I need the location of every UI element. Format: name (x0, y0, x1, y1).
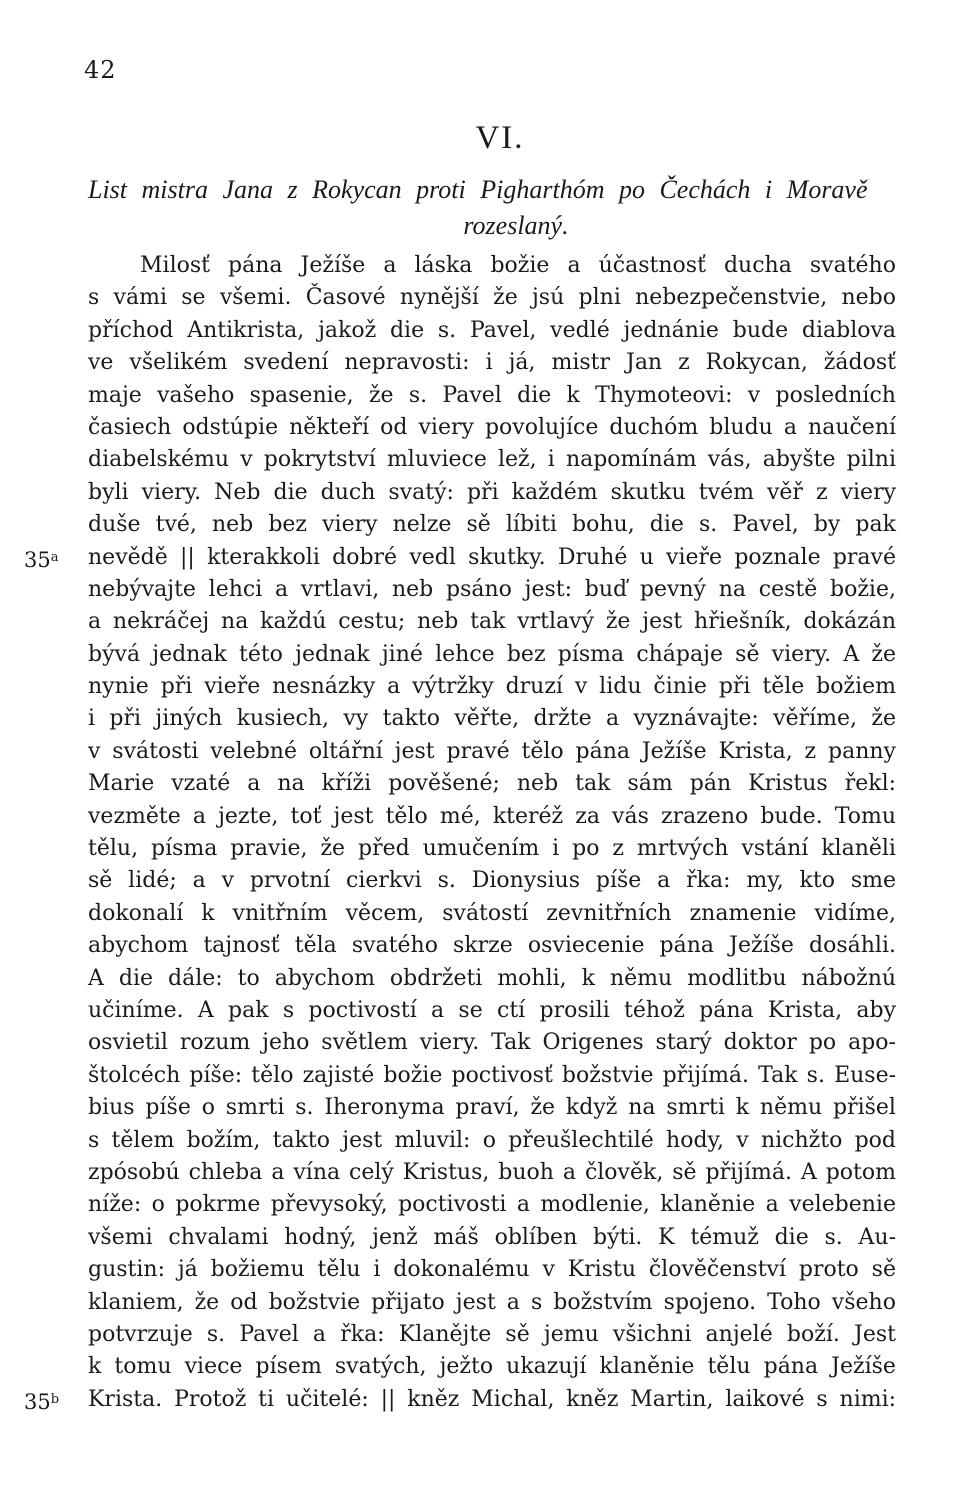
margin-note-35a (24, 542, 59, 576)
chapter-number: VI. (475, 120, 525, 156)
margin-note-superscript: a (50, 549, 59, 565)
text-line-content: nevědě || kterakkoli dobré vedl skutky. Druhé u vieře poznale pravé (88, 544, 897, 570)
text-line: A die dále: to abychom obdržeti mohli, k němu modlitbu nábožnú (88, 965, 897, 991)
text-line: gustin: já božiemu tělu i dokonalému v Kristu člověčenství proto sě (88, 1257, 896, 1283)
text-line: diabelskému v pokrytství mluviece lež, i napomínám vás, abyšte pilni (88, 447, 896, 473)
text-line-content: Krista. Protož ti učitelé: || kněz Michal, kněz Martin, laikové s nimi: (88, 1386, 897, 1412)
text-line: všemi chvalami hodný, jenž máš oblíben býti. K témuž die s. Au- (88, 1224, 897, 1250)
text-line: příchod Antikrista, jakož die s. Pavel, vedlé jednánie bude diablova (88, 317, 897, 343)
text-line: Milosť pána Ježíše a láska božie a účastnosť ducha svatého (140, 253, 896, 278)
margin-note-number: 35 (24, 547, 51, 572)
text-line: zpósobú chleba a vína celý Kristus, buoh a člověk, sě přijímá. A potom (88, 1159, 896, 1185)
text-line: vezměte a jezte, toť jest tělo mé, kteréž za vás zrazeno bude. Tomu (88, 803, 897, 829)
letter-body (24, 250, 908, 1416)
text-line-with-margin-note (24, 542, 908, 574)
text-line: duše tvé, neb bez viery nelze sě líbiti bohu, die s. Pavel, by pak (88, 512, 896, 538)
text-line: potvrzuje s. Pavel a řka: Klanějte sě jemu všichni anjelé boží. Jest (88, 1321, 896, 1347)
text-line: níže: o pokrme převysoký, poctivosti a modlenie, klaněnie a velebenie (88, 1192, 896, 1218)
text-line: bývá jednak této jednak jiné lehce bez písma chápaje sě viery. A že (88, 641, 897, 667)
text-line: dokonalí k vnitřním věcem, svátostí zevnitřních znamenie vidíme, (88, 900, 897, 926)
text-line: Marie vzaté a na kříži pověšené; neb tak sám pán Kristus řekl: (88, 771, 897, 797)
text-line: časiech odstúpie někteří od viery povolujíce duchóm bludu a naučení (88, 414, 897, 440)
text-line-with-margin-note (24, 1384, 908, 1416)
margin-note-35b (24, 1384, 59, 1418)
text-line: štolcéch píše: tělo zajisté božie poctivosť božstvie přijímá. Tak s. Euse- (88, 1062, 897, 1088)
text-line: abychom tajnosť těla svatého skrze osviecenie pána Ježíše dosáhli. (88, 933, 896, 959)
text-line: i při jiných kusiech, vy takto věřte, držte a vyznávajte: věříme, že (88, 706, 897, 732)
title-line-1: List mistra Jana z Rokycan proti Pigharthóm po Čechách i Moravě (88, 175, 868, 204)
margin-note-number: 35 (24, 1389, 51, 1414)
text-line: maje vašeho spasenie, že s. Pavel die k Thymoteovi: v posledních (88, 382, 896, 408)
text-line: ve všelikém svedení nepravosti: i já, mistr Jan z Rokycan, žádosť (88, 350, 896, 376)
text-line: byli viery. Neb die duch svatý: při každém skutku tvém věř z viery (88, 479, 897, 505)
letter-title (88, 172, 894, 244)
text-line: v svátosti velebné oltářní jest pravé tělo pána Ježíše Krista, z panny (88, 738, 896, 764)
margin-note-superscript: b (50, 1391, 60, 1407)
text-line: tělu, písma pravie, že před umučením i po z mrtvých vstání klaněli (88, 836, 896, 862)
text-line: sě lidé; a v prvotní cierkvi s. Dionysius píše a řka: my, kto sme (88, 868, 896, 894)
text-line: klaniem, že od božstvie přijato jest a s božstvím spojeno. Toho všeho (88, 1289, 896, 1315)
text-line: učiníme. A pak s poctivostí a se ctí prosili téhož pána Krista, aby (88, 997, 897, 1023)
page-number: 42 (84, 56, 117, 84)
text-line: nynie při vieře nesnázky a výtržky druzí v lidu činie při těle božiem (88, 674, 896, 700)
text-line: bius píše o smrti s. Iheronyma praví, že když na smrti k němu přišel (88, 1095, 896, 1121)
text-line: a nekráčej na každú cestu; neb tak vrtlavý že jest hřiešník, dokázán (88, 609, 897, 635)
text-line: osvietil rozum jeho světlem viery. Tak Origenes starý doktor po apo- (88, 1030, 896, 1056)
text-line: k tomu viece písem svatých, ježto ukazují klaněnie tělu pána Ježíše (88, 1354, 896, 1380)
title-line-2: rozeslaný. (463, 211, 569, 240)
text-line: s tělem božím, takto jest mluvil: o přeušlechtilé hody, v nichžto pod (88, 1127, 896, 1153)
text-line: nebývajte lehci a vrtlavi, neb psáno jest: buď pevný na cestě božie, (88, 576, 896, 602)
text-line: s vámi se všemi. Časové nynější že jsú plni nebezpečenstvie, nebo (88, 285, 897, 311)
